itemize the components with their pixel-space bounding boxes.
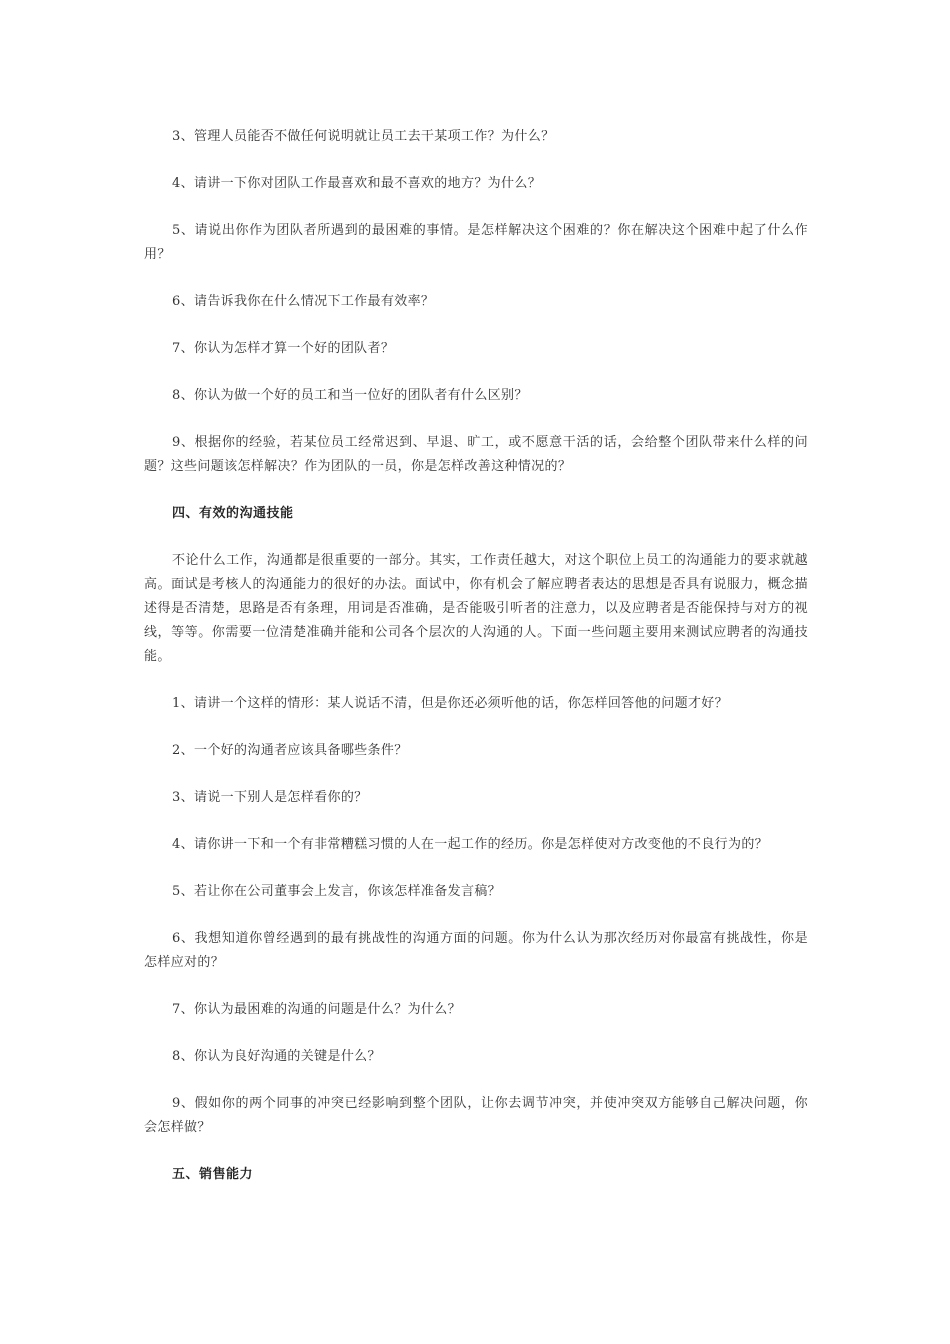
section4-item-9: 9、假如你的两个同事的冲突已经影响到整个团队，让你去调节冲突，并使冲突双方能够自己解决问题，你会怎样做？: [144, 1096, 808, 1135]
section4-heading: 四、有效的沟通技能: [172, 506, 294, 521]
section3-item-4: 4、请讲一下你对团队工作最喜欢和最不喜欢的地方？为什么？: [172, 176, 542, 191]
section4-item-2: 2、一个好的沟通者应该具备哪些条件？: [172, 743, 408, 758]
section3-item-8: 8、你认为做一个好的员工和当一位好的团队者有什么区别？: [172, 388, 528, 403]
section3-item-5: 5、请说出你作为团队者所遇到的最困难的事情。是怎样解决这个困难的？你在解决这个困难中起了什么作用？: [144, 223, 808, 262]
section4-item-3: 3、请说一下别人是怎样看你的？: [172, 790, 368, 805]
section5-heading: 五、销售能力: [172, 1167, 254, 1182]
section4-intro: 不论什么工作，沟通都是很重要的一部分。其实，工作责任越大，对这个职位上员工的沟通能力的要求就越高。面试是考核人的沟通能力的很好的办法。面试中，你有机会了解应聘者表达的思想是否具有说服力，概念描述得是否清楚，思路是否有条理，用词是否准确，是否能吸引听者的注意力，以及应聘者是否能保持与对方的视线，等等。你需要一位清楚准确并能和公司各个层次的人沟通的人。下面一些问题主要用来测试应聘者的沟通技能。: [144, 553, 808, 664]
document-page: [144, 125, 808, 1210]
section4-item-7: 7、你认为最困难的沟通的问题是什么？为什么？: [172, 1002, 461, 1017]
section3-item-7: 7、你认为怎样才算一个好的团队者？: [172, 341, 395, 356]
section4-item-1: 1、请讲一个这样的情形：某人说话不清，但是你还必须听他的话，你怎样回答他的问题才好？: [172, 696, 728, 711]
section3-item-3: 3、管理人员能否不做任何说明就让员工去干某项工作？为什么？: [172, 129, 555, 144]
section3-item-6: 6、请告诉我你在什么情况下工作最有效率？: [172, 294, 435, 309]
section3-item-9: 9、根据你的经验，若某位员工经常迟到、早退、旷工，或不愿意干活的话，会给整个团队带来什么样的问题？这些问题该怎样解决？作为团队的一员，你是怎样改善这种情况的？: [144, 435, 808, 474]
section4-item-6: 6、我想知道你曾经遇到的最有挑战性的沟通方面的问题。你为什么认为那次经历对你最富有挑战性，你是怎样应对的？: [144, 931, 808, 970]
section4-item-8: 8、你认为良好沟通的关键是什么？: [172, 1049, 381, 1064]
section4-item-4: 4、请你讲一下和一个有非常糟糕习惯的人在一起工作的经历。你是怎样使对方改变他的不良行为的？: [172, 837, 769, 852]
section4-item-5: 5、若让你在公司董事会上发言，你该怎样准备发言稿？: [172, 884, 502, 899]
